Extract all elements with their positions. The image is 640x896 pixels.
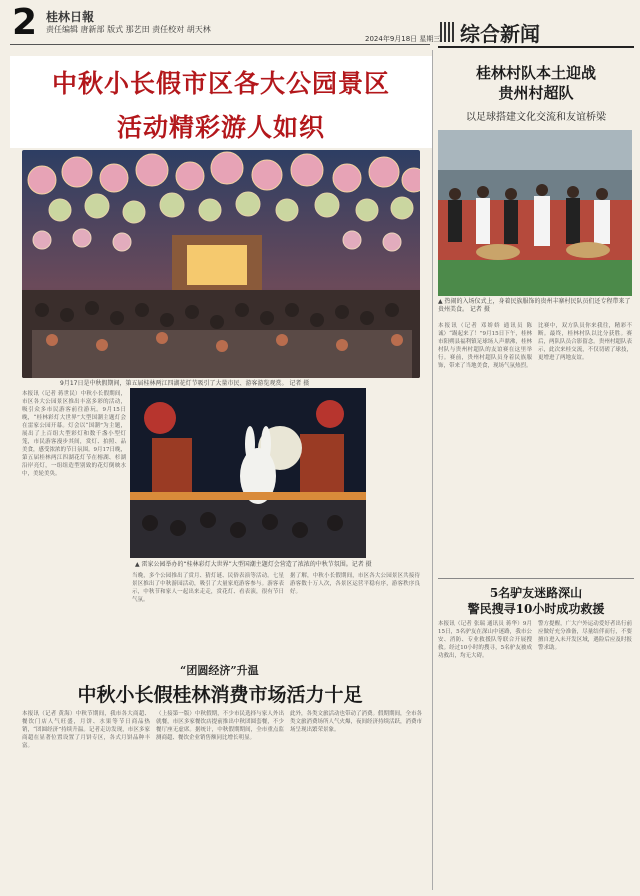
rescue-story-rule <box>438 578 634 579</box>
rescue-headline-line1: 5名驴友迷路深山 <box>489 586 583 600</box>
page-number: 2 <box>12 2 38 43</box>
section-rule <box>438 46 634 48</box>
main-story-column-3: 据了解，中秋小长假期间，市区各大公园景区共接待游客数十万人次，各景区运营平稳有序，游客秩序良好。 <box>290 573 420 595</box>
sub-story-column-3: 此外，各类文旅活动也带动了消费。假期期间，全市各类文旅消费场所人气火爆，夜间经济持续活跃，消费市场呈现出繁荣景象。 <box>290 711 422 733</box>
main-headline-line1: 中秋小长假市区各大公园景区 <box>51 69 390 98</box>
football-column-1: 本报讯（记者 邓娇娇 通讯员 陈诚）“踢起来了！”9月15日下午，桂林市阳朔县福利镇足球场人声鼎沸，桂林村队与贵州村超队的友谊赛在这里举行。赛前，贵州村超队员身着民族服饰，带来了当地美食，现场气氛热烈。 <box>438 323 532 369</box>
section-mark-icon <box>440 22 454 42</box>
rescue-column-2: 警方提醒，广大户外运动爱好者出行前应做好充分准备，尽量结伴而行，不要擅自进入未开发区域，遇险后应及时报警求助。 <box>538 621 632 651</box>
photo2-caption: ▲ 雷家公园举办的“桂林彩灯大世界”大型国潮主题灯会营造了浓浓的中秋节氛围。记者 摄 <box>135 561 372 568</box>
masthead: 桂林日報 <box>46 10 95 24</box>
sub-story-kicker: “团圆经济”升温 <box>180 664 259 677</box>
header-rule <box>10 44 430 45</box>
football-headline-line1: 桂林村队本土迎战 <box>475 64 596 82</box>
national-trend-lantern-photo <box>130 388 366 558</box>
sub-story-column-2: （上接第一版）中秋假期，不少市民选择与家人外出就餐，市区多家餐饮店提前推出中秋团圆套餐，不少餐厅座无虚席。据统计，中秋假期期间，全市重点监测商超、餐饮企业销售额同比增长明显。 <box>156 711 284 741</box>
photo3-caption: ▲ 热闹的入场仪式上，身着民族服饰的贵州丰寨村民队员们还专程带来了贵州美食。 记者 摄 <box>438 298 631 313</box>
rescue-headline-line2: 警民搜寻10小时成功救援 <box>467 602 605 616</box>
column-divider <box>432 50 433 890</box>
staff-line: 责任编辑 唐新部 版式 那艺田 责任校对 胡天林 <box>46 25 211 34</box>
photo1-caption: 9月17日是中秋假期间，第五届桂林两江四湖花灯节吸引了大量市民、游客游览观赏。 记者 摄 <box>60 380 310 387</box>
football-ceremony-photo <box>438 130 632 296</box>
main-story-column-1: 本报讯（记者 蒋世民）中秋小长假期间，市区各大公园景区推出丰富多彩的活动，吸引众多市民游客前往游玩。9月15日晚，“桂林彩灯大世界”大型国潮主题灯会在雷家公园开幕。灯会以“国潮”为主题，展出了上百组大型彩灯和数千盏小型灯笼，市民游客漫步其间，赏灯、拍照、品美食，感受浓浓的节日氛围。9月17日晚，第五届桂林两江四湖花灯节在榕湖、杉湖沿岸亮灯，一组组造型别致的花灯倒映水中，美轮美奂。 <box>22 391 126 477</box>
section-name: 综合新闻 <box>460 22 540 46</box>
football-column-2: 比赛中，双方队员你来我往，精彩不断。最终，桂林村队以比分获胜。赛后，两队队员合影留念。贵州村超队表示，此次来桂交流，不仅切磋了球技，更增进了两地友谊。 <box>538 323 632 361</box>
football-subheadline: 以足球搭建文化交流和友谊桥梁 <box>466 112 606 123</box>
sub-story-headline: 中秋小长假桂林消费市场活力十足 <box>77 684 363 706</box>
main-headline-line2: 活动精彩游人如织 <box>116 113 325 142</box>
main-story-column-2: 当晚，多个公园推出了赏月、猜灯谜、民俗表演等活动。七星景区推出了中秋游园活动，吸引了大量家庭游客参与。游客表示，中秋节和家人一起出来走走，赏花灯、看表演，很有节日气氛。 <box>132 573 284 603</box>
sub-story-column-1: 本报讯（记者 黄海）中秋节期间，我市各大商超、餐饮门店人气旺盛，月饼、水果等节日商品热销，“团圆经济”持续升温。记者走访发现，市区多家商超在显著位置设置了月饼专区，各式月饼品种丰富。 <box>22 711 150 749</box>
rescue-column-1: 本报讯（记者 张瑞 通讯员 蒋华）9月15日，5名驴友在深山中迷路，我市公安、消防、专业救援队等联合开展搜救。经过10小时的搜寻，5名驴友被成功救出，均无大碍。 <box>438 621 532 659</box>
lantern-festival-photo <box>22 150 420 378</box>
football-headline-line2: 贵州村超队 <box>498 84 574 102</box>
issue-date: 2024年9月18日 星期三 <box>365 35 441 43</box>
